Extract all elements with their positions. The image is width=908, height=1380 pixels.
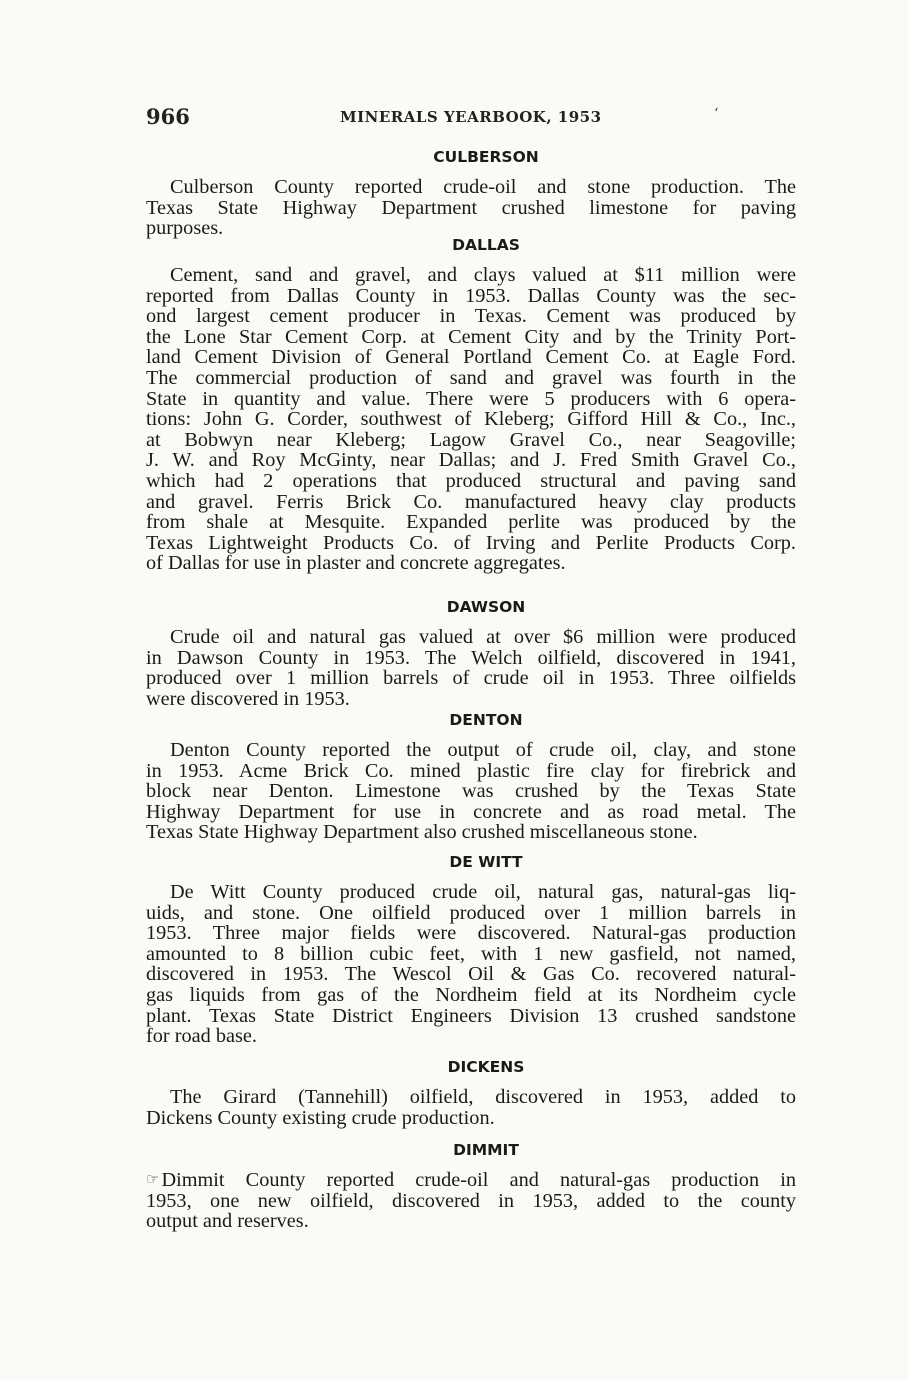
text-line: Highway Department for use in concrete and as road metal. The xyxy=(146,800,796,823)
page-number: 966 xyxy=(146,104,190,129)
text-line: at Bobwyn near Kleberg; Lagow Gravel Co., near Seagoville; xyxy=(146,428,796,451)
text-line: output and reserves. xyxy=(146,1210,309,1233)
text-line: which had 2 operations that produced structural and paving sand xyxy=(146,469,796,492)
text-line: plant. Texas State District Engineers Division 13 crushed sandstone xyxy=(146,1004,796,1027)
page-header xyxy=(146,104,796,130)
text-line: land Cement Division of General Portland Cement Co. at Eagle Ford. xyxy=(146,346,796,369)
text-line: The Girard (Tannehill) oilfield, discovered in 1953, added to xyxy=(170,1086,796,1108)
text-line: Cement, sand and gravel, and clays valued at $11 million were xyxy=(170,264,796,286)
text-line: De Witt County produced crude oil, natural gas, natural-gas liq- xyxy=(170,881,796,903)
section-de-witt xyxy=(146,851,796,1047)
text-line: The commercial production of sand and gravel was fourth in the xyxy=(146,366,796,389)
section-paragraph xyxy=(146,740,796,843)
text-line: Texas Lightweight Products Co. of Irving and Perlite Products Corp. xyxy=(146,531,796,554)
text-line: tions: John G. Corder, southwest of Kleberg; Gifford Hill & Co., Inc., xyxy=(146,408,796,431)
text-line: 1953, one new oilfield, discovered in 1953, added to the county xyxy=(146,1189,796,1212)
text-line: uids, and stone. One oilfield produced over 1 million barrels in xyxy=(146,901,796,924)
text-line: Texas State Highway Department crushed limestone for paving xyxy=(146,196,796,219)
text-line: Texas State Highway Department also crushed miscellaneous stone. xyxy=(146,821,698,844)
text-line xyxy=(146,1170,796,1191)
section-heading: DE WITT xyxy=(449,853,523,871)
section-paragraph xyxy=(146,1170,796,1232)
section-heading: DICKENS xyxy=(447,1058,525,1076)
text-line: reported from Dallas County in 1953. Dallas County was the sec- xyxy=(146,284,796,307)
section-heading: DALLAS xyxy=(452,236,520,254)
section-paragraph xyxy=(146,882,796,1047)
section-culberson xyxy=(146,146,796,239)
text-line: gas liquids from gas of the Nordheim field at its Nordheim cycle xyxy=(146,983,796,1006)
text-line: purposes. xyxy=(146,217,224,240)
header-mark: ‘ xyxy=(714,106,719,122)
text-line: of Dallas for use in plaster and concrete aggregates. xyxy=(146,552,566,575)
section-paragraph xyxy=(146,265,796,574)
text-line: for road base. xyxy=(146,1025,257,1048)
running-title: MINERALS YEARBOOK, 1953 xyxy=(340,108,602,126)
text-line-content: Dimmit County reported crude-oil and natural-gas production in xyxy=(161,1169,796,1191)
text-line: State in quantity and value. There were 5 producers with 6 opera- xyxy=(146,387,796,410)
text-line: Culberson County reported crude-oil and stone production. The xyxy=(170,176,796,198)
section-heading: CULBERSON xyxy=(433,148,539,166)
section-heading: DIMMIT xyxy=(453,1141,519,1159)
section-dickens xyxy=(146,1056,796,1128)
section-dawson xyxy=(146,596,796,709)
text-line: were discovered in 1953. xyxy=(146,687,350,710)
text-line: from shale at Mesquite. Expanded perlite was produced by the xyxy=(146,511,796,534)
text-line: ond largest cement producer in Texas. Cement was produced by xyxy=(146,305,796,328)
text-line: amounted to 8 billion cubic feet, with 1 new gasfield, not named, xyxy=(146,942,796,965)
text-line: in Dawson County in 1953. The Welch oilfield, discovered in 1941, xyxy=(146,646,796,669)
text-line: the Lone Star Cement Corp. at Cement City and by the Trinity Port- xyxy=(146,325,796,348)
section-paragraph xyxy=(146,177,796,239)
text-line: discovered in 1953. The Wescol Oil & Gas Co. recovered natural- xyxy=(146,963,796,986)
section-dallas xyxy=(146,234,796,574)
text-line: Crude oil and natural gas valued at over $6 million were produced xyxy=(170,626,796,648)
text-line: Denton County reported the output of crude oil, clay, and stone xyxy=(170,739,796,761)
text-line: in 1953. Acme Brick Co. mined plastic fire clay for firebrick and xyxy=(146,759,796,782)
section-paragraph xyxy=(146,1087,796,1128)
pointing-hand-icon: ☞ xyxy=(146,1172,160,1188)
text-line: produced over 1 million barrels of crude oil in 1953. Three oilfields xyxy=(146,667,796,690)
section-dimmit xyxy=(146,1139,796,1232)
text-line: block near Denton. Limestone was crushed by the Texas State xyxy=(146,780,796,803)
section-heading: DENTON xyxy=(449,711,523,729)
section-heading: DAWSON xyxy=(446,598,526,616)
text-line: and gravel. Ferris Brick Co. manufactured heavy clay products xyxy=(146,490,796,513)
text-line: Dickens County existing crude production. xyxy=(146,1106,495,1129)
section-denton xyxy=(146,709,796,843)
text-line: J. W. and Roy McGinty, near Dallas; and J. Fred Smith Gravel Co., xyxy=(146,449,796,472)
text-line: 1953. Three major fields were discovered. Natural-gas production xyxy=(146,922,796,945)
section-paragraph xyxy=(146,627,796,709)
